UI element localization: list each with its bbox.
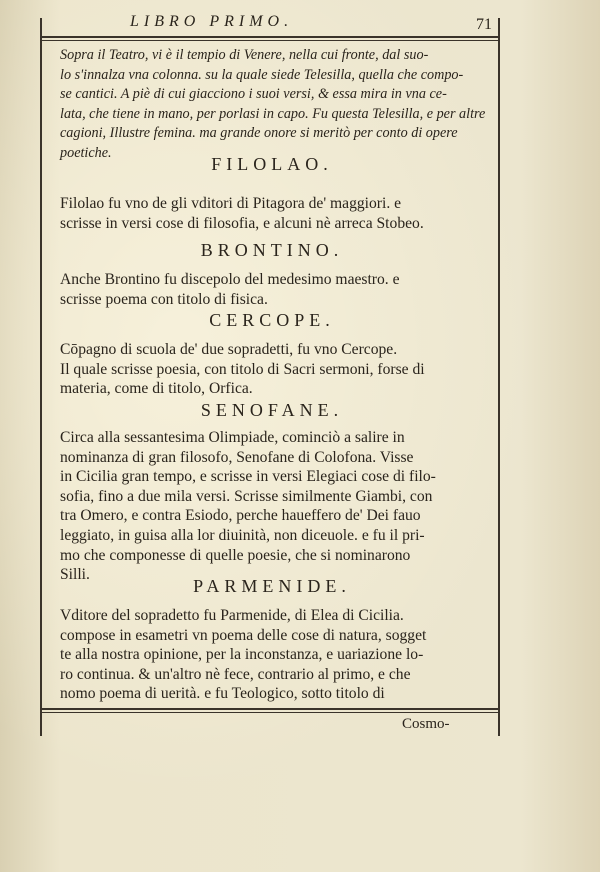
text-line: materia, come di titolo, Orfica. — [60, 380, 253, 398]
text-line: Cōpagno di scuola de' due sopradetti, fu vno Cercope. — [60, 341, 398, 358]
section-text-cercope — [60, 340, 494, 399]
text-line: Vditore del sopradetto fu Parmenide, di Elea di Cicilia. — [60, 607, 404, 624]
header-rule-thin — [40, 40, 498, 41]
section-heading-filolao: FILOLAO. — [211, 154, 333, 174]
text-line: Circa alla sessantesima Olimpiade, cominciò a salire in — [60, 429, 405, 446]
footer-rule-thin — [40, 712, 498, 713]
text-line: Il quale scrisse poesia, con titolo di Sacri sermoni, forse di — [60, 360, 425, 378]
text-line: tra Omero, e contra Esiodo, perche haueffero de' Dei fauo — [60, 507, 421, 525]
section-heading-parmenide: PARMENIDE. — [193, 576, 351, 596]
text-line: poetiche. — [60, 144, 112, 161]
section-text-senofane — [60, 428, 494, 585]
section-text-filolao — [60, 194, 494, 233]
intro-paragraph — [60, 46, 492, 164]
section-heading-senofane: SENOFANE. — [200, 400, 344, 420]
text-line: Silli. — [60, 566, 90, 584]
text-line: lata, che tiene in mano, per porlasi in capo. Fu questa Telesilla, e per altre — [60, 105, 486, 122]
section-text-parmenide — [60, 606, 494, 704]
text-line: ro continua. & un'altro nè fece, contrario al primo, e che — [60, 665, 411, 683]
text-line: Filolao fu vno de gli vditori di Pitagora de' maggiori. e — [60, 195, 402, 212]
page-number: 71 — [476, 16, 492, 33]
catchword: Cosmo- — [402, 716, 450, 732]
text-line: scrisse in versi cose di filosofia, e alcuni nè arreca Stobeo. — [60, 214, 424, 232]
text-line: mo che componesse di quelle poesie, che si nominarono — [60, 546, 411, 564]
text-line: te alla nostra opinione, per la inconstanza, e uariazione lo- — [60, 646, 424, 664]
header-rule — [40, 36, 498, 38]
text-line: nomo poema di uerità. e fu Teologico, sotto titolo di — [60, 685, 385, 703]
text-line: nominanza di gran filosofo, Senofane di Colofona. Visse — [60, 448, 414, 466]
text-line: se cantici. A piè di cui giacciono i suoi versi, & essa mira in vna ce- — [60, 86, 447, 103]
text-line: leggiato, in guisa alla lor diuinità, non diceuole. e fu il pri- — [60, 526, 425, 544]
text-line: Anche Brontino fu discepolo del medesimo maestro. e — [60, 271, 400, 288]
text-line: sofia, fino a due mila versi. Scrisse similmente Giambi, con — [60, 487, 433, 505]
text-line: in Cicilia gran tempo, e scrisse in versi Elegiaci cose di filo- — [60, 468, 436, 486]
text-line: lo s'innalza vna colonna. su la quale siede Telesilla, quella che compo- — [60, 66, 464, 83]
text-line: cagioni, Illustre femina. ma grande onore si meritò per conto di opere — [60, 125, 458, 142]
section-heading-brontino: BRONTINO. — [200, 240, 344, 260]
section-heading-cercope: CERCOPE. — [209, 310, 335, 330]
text-line: scrisse poema con titolo di fisica. — [60, 290, 268, 308]
text-line: compose in esametri vn poema delle cose di natura, sogget — [60, 626, 427, 644]
section-text-brontino — [60, 270, 494, 309]
text-line: Sopra il Teatro, vi è il tempio di Venere, nella cui fronte, dal suo- — [60, 47, 429, 63]
running-title: LIBRO PRIMO. — [130, 13, 294, 30]
page-header — [40, 4, 498, 40]
footer-rule — [40, 708, 498, 710]
